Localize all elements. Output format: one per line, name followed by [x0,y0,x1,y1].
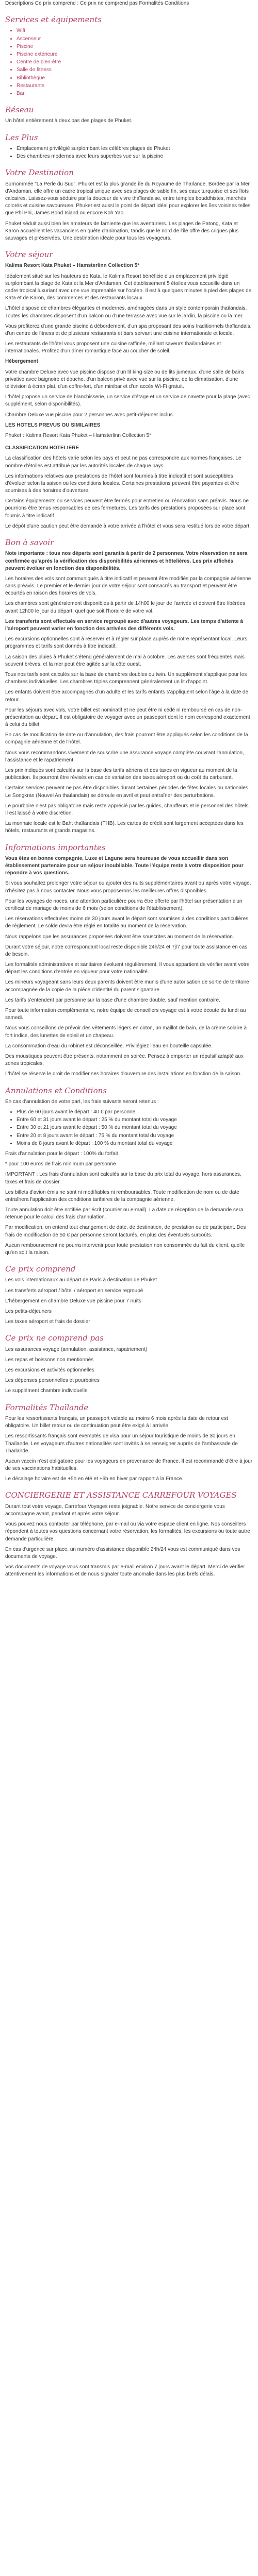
destination-text: Phuket séduit aussi bien les amateurs de farniente que les aventuriers. Les plages de Patong, Kata et Karon accueillent les vacanciers en quête d'animation, tandis que le nord de l'île offre des criques plus sauvages et préservées. Une destination idéale pour tous les voyageurs. [5,221,239,241]
rooms-text: Un hôtel entièrement à deux pas des plages de Phuket. [5,118,133,124]
important-text: Vous êtes en bonne compagnie, Luxe et Lagune sera heureuse de vous accueillir dans son établissement partenaire pour un séjour inoubliable. Toute l'équipe reste à votre disposition pour répondre à vos questions. [5,855,244,876]
important-text: Nous vous conseillons de prévoir des vêtements légers en coton, un maillot de bain, de la crème solaire à fort indice, des lunettes de soleil et un chapeau. [5,1025,247,1039]
concierge-text: En cas d'urgence sur place, un numéro d'assistance disponible 24h/24 vous est communiqué dans vos documents de voyage. [5,1546,240,1560]
service-item: • Restaurants [17,82,253,90]
highlight-item: • Emplacement privilégié surplombant les célèbres plages de Phuket [17,145,253,152]
price-includes-item: Les transferts aéroport / hôtel / aéroport en service regroupé [5,1287,143,1294]
price-includes-item: L'hébergement en chambre Deluxe vue piscine pour 7 nuits [5,1298,141,1304]
cancellation-text: En cas d'annulation de votre part, les frais suivants seront retenus : [5,1098,159,1105]
price-excludes-heading: Ce prix ne comprend pas [5,1333,104,1343]
service-item: • Ascenseur [17,36,253,43]
good-to-know-text: Certains services peuvent ne pas être disponibles durant certaines périodes de fêtes locales ou nationales. Le Songkran (Nouvel An thaïlandais) se déroule en avril et peut entraîner des perturbations. [5,785,250,799]
hotel-text: L'hôtel propose un service de blanchisserie, un service d'étage et un service de navette pour la plage (avec supplément, selon disponibilités). [5,394,250,408]
good-to-know-text: Le pourboire n'est pas obligatoire mais reste apprécié par les guides, chauffeurs et le personnel des hôtels. Il est laissé à votre discrétion. [5,803,250,816]
formalities-text: Les ressortissants français sont exemptés de visa pour un séjour touristique de moins de 30 jours en Thaïlande. Les voyageurs d'autres nationalités sont invités à se renseigner auprès de l'ambassade de Thaïlande. [5,1433,238,1454]
cancellation-fee-item: • Moins de 8 jours avant le départ : 100 % du montant total du voyage [17,1140,253,1147]
concierge-heading: CONCIERGERIE ET ASSISTANCE CARREFOUR VOYAGES [5,1490,237,1500]
good-to-know-text: Les horaires des vols sont communiqués à titre indicatif et peuvent être modifiés par la compagnie aérienne sans préavis. Le premier et le dernier jour de votre séjour sont consacrés au transport et peuvent être écourtés en raison des horaires de vols. [5,575,251,597]
important-text: La consommation d'eau du robinet est déconseillée. Privilégiez l'eau en bouteille capsulée. [5,1043,213,1049]
important-text: Les formalités administratives et sanitaires évoluent régulièrement. Il vous appartient de vérifier avant votre départ les conditions d'entrée en vigueur pour votre nationalité. [5,962,250,975]
important-text: L'hôtel se réserve le droit de modifier ses horaires d'ouverture des installations en fonction de la saison. [5,1071,241,1077]
formalities-text: Aucun vaccin n'est obligatoire pour les voyageurs en provenance de France. Il est recommandé d'être à jour de ses vaccinations habituelles. [5,1458,253,1472]
good-to-know-text: La saison des pluies à Phuket s'étend généralement de mai à octobre. Les averses sont fréquentes mais souvent brèves, et la mer peut être agitée sur la côte ouest. [5,654,245,667]
cancellation-text: Les billets d'avion émis ne sont ni modifiables ni remboursables. Toute modification de nom ou de date entraînera l'application des conditions tarifaires de la compagnie aérienne. [5,1189,239,1202]
price-includes-item: Les taxes aéroport et frais de dossier [5,1319,90,1325]
important-text: Nous rappelons que les assurances proposées doivent être souscrites au moment de la réservation. [5,934,234,940]
service-item: • Bar [17,90,253,97]
formalities-heading: Formalités Thaïlande [5,1402,89,1412]
important-text: Les tarifs s'entendent par personne sur la base d'une chambre double, sauf mention contraire. [5,997,220,1003]
classification-text: Certains équipements ou services peuvent être fermés pour entretien ou rénovation sans préavis. Nous ne pourrions être tenus responsables de ces fermetures. Les tarifs des prestations proposées sur place sont fournis à titre indicatif. [5,498,249,519]
cancellation-text: IMPORTANT : Les frais d'annulation sont calculés sur la base du prix total du voyage, hors assurances, taxes et frais de dossier. [5,1172,241,1185]
hotel-text: Idéalement situé sur les hauteurs de Kata, le Kalima Resort bénéficie d'un emplacement privilégié surplombant la plage de Kata et la Mer d'Andaman. Cet établissement 5 étoiles vous accueille dans un cadre tropical luxuriant avec une vue imprenable sur l'océan. Il est à quelques minutes à pied des plages de Kata et de Karon, des commerces et des restaurants locaux. [5,273,252,301]
cancellation-text: Par modification, on entend tout changement de date, de destination, de prestation ou de participant. Des frais de modification de 50 € par personne seront facturés, en plus des éventuels surcoûts. [5,1225,246,1238]
important-text: Pour toute information complémentaire, notre équipe de conseillers voyage est à votre écoute du lundi au samedi. [5,1008,246,1021]
amenities-heading: Hébergement [5,359,38,365]
hotels-list-heading: LES HOTELS PREVUS OU SIMILAIRES [5,422,101,428]
highlights-heading: Les Plus [5,132,38,142]
classification-text: Les informations relatives aux prestations de l'hôtel sont fournies à titre indicatif et sont susceptibles d'évoluer selon la saison ou les conditions locales. Certaines prestations peuvent être payantes et être soumises à des horaires d'ouverture. [5,473,239,494]
cancellation-fee-item: • Entre 20 et 8 jours avant le départ : 75 % du montant total du voyage [17,1132,253,1140]
highlight-item: • Des chambres modernes avec leurs superbes vue sur la piscine [17,153,253,160]
service-item: • Bibliothèque [17,75,253,82]
service-item: • Piscine extérieure [17,51,253,58]
hotel-text: Votre chambre Deluxe avec vue piscine dispose d'un lit king-size ou de lits jumeaux, d'une salle de bains privative avec baignoire et douche, d'un balcon privé avec vue sur la piscine, de la climatisation, d'une télévision à écran plat, d'un coffre-fort, d'un minibar et d'un accès Wi-Fi gratuit. [5,369,245,390]
important-heading: Informations importantes [5,842,106,852]
hotel-text: L'hôtel dispose de chambres élégantes et modernes, aménagées dans un style contemporain thaïlandais. Toutes les chambres disposent d'un balcon ou d'une terrasse avec vue sur le jardin, la piscine ou la mer. [5,306,247,319]
important-text: Des moustiques peuvent être présents, notamment en soirée. Pensez à emporter un répulsif adapté aux zones tropicales. [5,1053,244,1067]
good-to-know-text: Les excursions optionnelles sont à réserver et à régler sur place auprès de notre représentant local. Leurs programmes et tarifs sont donnés à titre indicatif. [5,636,248,650]
good-to-know-text: Les chambres sont généralement disponibles à partir de 14h00 le jour de l'arrivée et doivent être libérées avant 12h00 le jour du départ, quel que soit l'horaire de votre vol. [5,601,245,614]
price-includes-heading: Ce prix comprend [5,1264,76,1274]
good-to-know-text: Les prix indiqués sont calculés sur la base des tarifs aériens et des taxes en vigueur au moment de la publication. Ils pourront être révisés en cas de variation des taxes aéroport ou du coût du carburant. [5,768,237,781]
cancellation-fee-item: • Entre 60 et 31 jours avant le départ : 25 % du montant total du voyage [17,1116,253,1124]
price-includes-item: Les vols internationaux au départ de Paris à destination de Phuket [5,1277,157,1283]
cancellation-heading: Annulations et Conditions [5,1086,107,1095]
hotel-text: Les restaurants de l'hôtel vous proposent une cuisine raffinée, mêlant saveurs thaïlandaises et internationales. Profitez d'un dîner romantique face au coucher de soleil. [5,341,221,354]
important-text: Si vous souhaitez prolonger votre séjour ou ajouter des nuits supplémentaires avant ou après votre voyage, n'hésitez pas à nous contacter. Nous vous proposerons les meilleures offres disponibles. [5,880,251,894]
price-excludes-item: Le supplément chambre individuelle [5,1388,88,1394]
service-item: • Centre de bien-être [17,59,253,66]
cancellation-fee-item: • Entre 30 et 21 jours avant le départ : 50 % du montant total du voyage [17,1124,253,1131]
good-to-know-text: Tous nos tarifs sont calculés sur la base de chambres doubles ou twin. Un supplément s'applique pour les chambres individuelles. Les chambres triples comprennent généralement un lit d'appoint. [5,671,247,685]
important-text: Pour les voyages de noces, une attention particulière pourra être offerte par l'hôtel sur présentation d'un certificat de mariage de moins de 6 mois (selon conditions de l'établissement). [5,898,243,911]
service-item: • Piscine [17,43,253,50]
cancellation-fees-list [5,1109,253,1147]
hotel-subtitle: Kalima Resort Kata Phuket – Hamsterlinn Collection 5* [5,263,140,269]
hotel-text: Vous profiterez d'une grande piscine à débordement, d'un spa proposant des soins traditionnels thaïlandais, d'un centre de fitness et de plusieurs restaurants et bars servant une cuisine internationale et locale. [5,323,252,336]
hotel-text: Chambre Deluxe vue piscine pour 2 personnes avec petit-déjeuner inclus. [5,412,174,418]
price-excludes-item: Les dépenses personnelles et pourboires [5,1378,100,1384]
formalities-text: Pour les ressortissants français, un passeport valable au moins 6 mois après la date de retour est obligatoire. Un billet retour ou de continuation peut être exigé à l'arrivée. [5,1415,228,1429]
good-to-know-text: Note importante : tous nos départs sont garantis à partir de 2 personnes. Votre réservation ne sera confirmée qu'après la vérification des disponibilités aériennes et hôtelières. Les prix affichés peuvent évoluer en fonction des disponibilités. [5,551,248,571]
hotel-heading: Votre séjour [5,250,53,260]
price-excludes-item: Les assurances voyage (annulation, assistance, rapatriement) [5,1346,148,1352]
concierge-text: Vos documents de voyage vous sont transmis par e-mail environ 7 jours avant le départ. Merci de vérifier attentivement les informations et de nous signaler toute anomalie dans les plus brefs délais. [5,1564,245,1578]
service-item: • Salle de fitness [17,66,253,74]
good-to-know-heading: Bon à savoir [5,538,54,548]
services-heading: Services et équipements [5,15,102,25]
concierge-text: Vous pouvez nous contacter par téléphone, par e-mail ou via votre espace client en ligne. Nos conseillers répondent à toutes vos questions concernant votre réservation, les formalités, les excursions ou toute autre demande particulière. [5,1521,250,1542]
classification-text: La classification des hôtels varie selon les pays et peut ne pas correspondre aux normes françaises. Le nombre d'étoiles est attribué par les autorités locales de chaque pays. [5,455,241,469]
classification-heading: CLASSIFICATION HOTELIERE [5,445,79,451]
important-text: Les mineurs voyageant sans leurs deux parents doivent être munis d'une autorisation de sortie de territoire accompagnée de la copie de la pièce d'identité du parent signataire. [5,979,249,993]
good-to-know-text: Nous vous recommandons vivement de souscrire une assurance voyage complète couvrant l'annulation, l'assistance et le rapatriement. [5,750,244,763]
cancellation-text: Aucun remboursement ne pourra intervenir pour toute prestation non consommée du fait du client, quelle qu'en soit la raison. [5,1242,245,1256]
rooms-heading: Réseau [5,105,34,115]
classification-text: Le dépôt d'une caution peut être demandé à votre arrivée à l'hôtel et vous sera restitué lors de votre départ. [5,523,251,529]
hotels-list-text: Phuket : Kalima Resort Kata Phuket – Hamsterlinn Collection 5* [5,432,151,438]
good-to-know-text: La monnaie locale est le Baht thaïlandais (THB). Les cartes de crédit sont largement acceptées dans les hôtels, restaurants et grands magasins. [5,821,244,834]
important-text: Durant votre séjour, notre correspondant local reste disponible 24h/24 et 7j/7 pour toute assistance en cas de besoin. [5,944,248,957]
good-to-know-text: Pour les séjours avec vols, votre billet est nominatif et ne peut être ni cédé ni remboursé en cas de non-présentation au départ. Il est obligatoire de voyager avec un passeport dont le nom correspond exactement à celui du billet. [5,707,250,728]
destination-heading: Votre Destination [5,168,74,178]
good-to-know-text: En cas de modification de date ou d'annulation, des frais pourront être appliqués selon les conditions de la compagnie aérienne et de l'hôtel. [5,732,248,745]
service-item: • Wifi [17,27,253,35]
destination-text: Surnommée "La Perle du Sud", Phuket est la plus grande île du Royaume de Thaïlande. Bordée par la Mer d'Andaman, elle offre un cadre tropical unique avec ses plages de sable fin, ses eaux turquoise et ses îlots calcaires. Laissez-vous séduire par la douceur de vivre thaïlandaise, entre temples bouddhistes, marchés colorés et cuisine savoureuse. Phuket est aussi le point de départ idéal pour explorer les îles voisines telles que Phi Phi, James Bond Island ou encore Koh Yao. [5,181,251,216]
important-text: Les réservations effectuées moins de 30 jours avant le départ sont soumises à des conditions particulières de règlement. Le solde devra être réglé en totalité au moment de la réservation. [5,916,249,929]
good-to-know-text: Les transferts sont effectués en service regroupé avec d'autres voyageurs. Les temps d'attente à l'aéroport peuvent varier en fonction des arrivées des différents vols. [5,618,244,632]
good-to-know-text: Les enfants doivent être accompagnés d'un adulte et les tarifs enfants s'appliquent selon l'âge à la date de retour. [5,689,249,703]
services-list [5,27,253,97]
price-excludes-item: Les excursions et activités optionnelles [5,1367,94,1374]
cancellation-text: Frais d'annulation pour le départ : 100% du forfait [5,1150,118,1157]
highlights-list [5,145,253,160]
price-excludes-item: Les repas et boissons non mentionnés [5,1357,94,1363]
cancellation-text: * pour 100 euros de frais minimum par personne [5,1161,116,1167]
cancellation-fee-item: • Plus de 60 jours avant le départ : 40 € par personne [17,1109,253,1116]
concierge-text: Durant tout votre voyage, Carrefour Voyages reste joignable. Notre service de conciergerie vous accompagne avant, pendant et après votre séjour. [5,1503,225,1517]
cancellation-text: Toute annulation doit être notifiée par écrit (courrier ou e-mail). La date de réception de la demande sera retenue pour le calcul des frais d'annulation. [5,1207,244,1221]
price-includes-item: Les petits-déjeuners [5,1309,52,1315]
intro-text: Descriptions Ce prix comprend : Ce prix ne comprend pas Formalités Conditions [5,1,189,6]
formalities-text: Le décalage horaire est de +5h en été et +6h en hiver par rapport à la France. [5,1476,184,1482]
